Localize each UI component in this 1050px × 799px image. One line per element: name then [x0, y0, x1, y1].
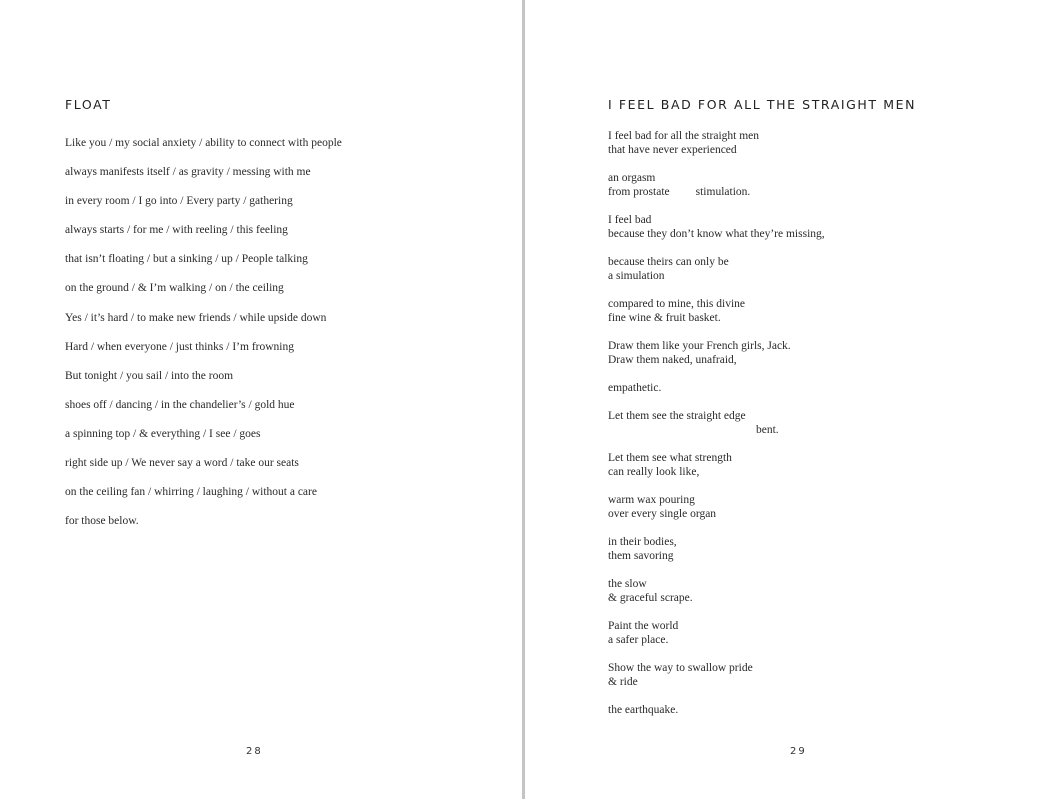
left-page [0, 0, 522, 799]
poem-line: the slow [608, 578, 647, 590]
poem-line: over every single organ [608, 508, 717, 520]
poem-line: I feel bad for all the straight men [608, 130, 760, 142]
poem-fragment: stimulation. [695, 186, 751, 198]
poem-line: Let them see the straight edge [608, 410, 746, 422]
stanza [608, 297, 825, 325]
poem-line: always manifests itself / as gravity / messing with me [65, 166, 311, 179]
stanza [608, 619, 825, 647]
poem-line: Hard / when everyone / just thinks / I’m frowning [65, 340, 294, 353]
poem-line: because theirs can only be [608, 256, 729, 268]
poem-line: a spinning top / & everything / I see / goes [65, 427, 261, 440]
poem-line: Let them see what strength [608, 452, 732, 464]
poem-line: in every room / I go into / Every party / gathering [65, 195, 293, 208]
stanza [608, 129, 825, 157]
page-number-right: 29 [790, 746, 807, 757]
poem-line: them savoring [608, 550, 674, 562]
poem-line: on the ceiling fan / whirring / laughing / without a care [65, 486, 317, 499]
poem-body-straight-men [608, 129, 825, 731]
poem-line: I feel bad [608, 214, 652, 226]
poem-line: shoes off / dancing / in the chandelier’s / gold hue [65, 398, 295, 411]
poem-line: Draw them like your French girls, Jack. [608, 340, 791, 352]
poem-line: because they don’t know what they’re missing, [608, 228, 825, 240]
poem-line: & graceful scrape. [608, 592, 693, 604]
poem-line: Yes / it’s hard / to make new friends / while upside down [65, 311, 327, 324]
stanza [608, 577, 825, 605]
poem-line: in their bodies, [608, 536, 677, 548]
stanza [608, 339, 825, 367]
poem-line: empathetic. [608, 382, 662, 394]
stanza [608, 171, 825, 199]
poem-title-straight-men: I FEEL BAD FOR ALL THE STRAIGHT MEN [608, 97, 917, 112]
right-page [525, 0, 1050, 799]
poem-line: Draw them naked, unafraid, [608, 354, 737, 366]
stanza [608, 535, 825, 563]
stanza [608, 381, 825, 395]
poem-line: on the ground / & I’m walking / on / the ceiling [65, 282, 284, 295]
stanza [608, 703, 825, 717]
poem-line: compared to mine, this divine [608, 298, 746, 310]
stanza [608, 213, 825, 241]
poem-line: right side up / We never say a word / take our seats [65, 457, 299, 470]
poem-line: But tonight / you sail / into the room [65, 369, 234, 382]
stanza [608, 255, 825, 283]
stanza [608, 409, 825, 437]
poem-line: a safer place. [608, 634, 669, 646]
poem-line: bent. [756, 424, 779, 436]
poem-title-float: FLOAT [65, 97, 112, 112]
poem-line: a simulation [608, 270, 665, 282]
poem-line: warm wax pouring [608, 494, 695, 506]
poem-line: for those below. [65, 515, 139, 528]
poem-line: an orgasm [608, 172, 656, 184]
poem-line: fine wine & fruit basket. [608, 312, 721, 324]
poem-body-float [65, 129, 342, 536]
stanza [608, 661, 825, 689]
poem-line: that isn’t floating / but a sinking / up / People talking [65, 253, 308, 266]
poem-line: always starts / for me / with reeling / this feeling [65, 224, 288, 237]
page-number-left: 28 [246, 746, 263, 757]
poem-line: can really look like, [608, 466, 700, 478]
poem-line [608, 185, 825, 199]
poem-line: Show the way to swallow pride [608, 662, 753, 674]
stanza [608, 493, 825, 521]
poem-line: the earthquake. [608, 704, 679, 716]
poem-fragment: from prostate [608, 186, 670, 198]
stanza [608, 451, 825, 479]
poem-line: Like you / my social anxiety / ability to connect with people [65, 137, 342, 149]
poem-line: & ride [608, 676, 638, 688]
poem-line: that have never experienced [608, 144, 737, 156]
poem-line: Paint the world [608, 620, 679, 632]
